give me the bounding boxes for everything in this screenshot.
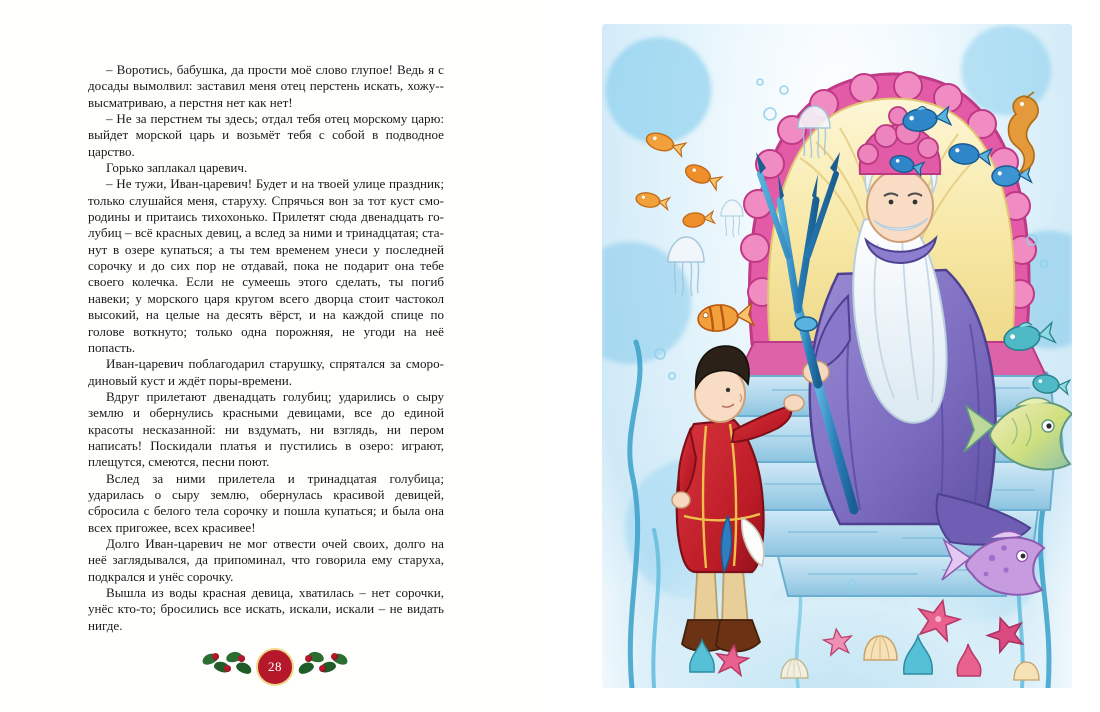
starfish-group	[714, 596, 1028, 677]
fish-school-yellow	[635, 130, 754, 333]
story-text-column	[88, 62, 444, 634]
paragraph: Вслед за ними прилетела и тринадцатая голубица; ударилась о сыру землю, обернулась красивой девицей, сбросила с белого тела сорочку и пошла купаться; и была она всех пригожее, всех красивее!	[88, 470, 444, 535]
illustration-vector	[602, 24, 1072, 688]
leaf-ornament-right	[296, 652, 348, 676]
paragraph: Вдруг прилетают двенадцать голубиц; ударились о сыру землю и обернулись красными девицами, все до единой красоты несказанной: ни вздумать, ни взглядь, ни пером написать! Поскидали платья и пустились в озеро: играют, плещутся, смеются, песни поют.	[88, 388, 444, 470]
paragraph: – Воротись, бабушка, да прости моё слово глупое! Ведь я с досады вымолвил: заставил меня отец перстень искать, хожу-высматриваю, а перстня нет как нет!	[88, 62, 444, 110]
page-right	[550, 0, 1100, 712]
paragraph: Долго Иван-царевич не мог отвести очей своих, долго на неё заглядывался, да припоминал, что говорила ему старуха, подкрался и унёс сорочку.	[88, 535, 444, 584]
leaf-ornament-left	[202, 652, 254, 676]
page-number: 28	[256, 648, 294, 686]
illustration-sea-king	[602, 24, 1072, 688]
paragraph: – Не тужи, Иван-царевич! Будет и на твоей улице праздник; только слушайся меня, старуху. Спрячься вон за тот куст смородины и притаись тихохонько. Прилетят сюда двенадцать голубиц – всё красных девиц, а вслед за ними и тринадцатая; станут в озере купаться; а ты тем временем унеси у последней сорочку и до сих пор не отдавай, пока не подарит она тебе своего колечка. Если не сумеешь этого сделать, ты погиб навеки; у морского царя кругом всего дворца стоит частокол высокий, на целые на десять вёрст, и на каждой спице по голове воткнуто; только одна порожняя, не угоди на неё попасть.	[88, 176, 444, 355]
paragraph: – Не за перстнем ты здесь; отдал тебя отец морскому царю: выйдет морской царь и возьмёт тебя с собой в подводное царство.	[88, 111, 444, 159]
paragraph: Иван-царевич поблагодарил старушку, спрятался за смородиновый куст и ждёт поры-времени.	[88, 356, 444, 388]
paragraph: Вышла из воды красная девица, хватилась – нет сорочки, унёс кто-то; бросились все искать, искали, искали – не видать нигде.	[88, 585, 444, 633]
folio-ornament	[200, 648, 350, 682]
paragraph: Горько заплакал царевич.	[106, 160, 248, 176]
